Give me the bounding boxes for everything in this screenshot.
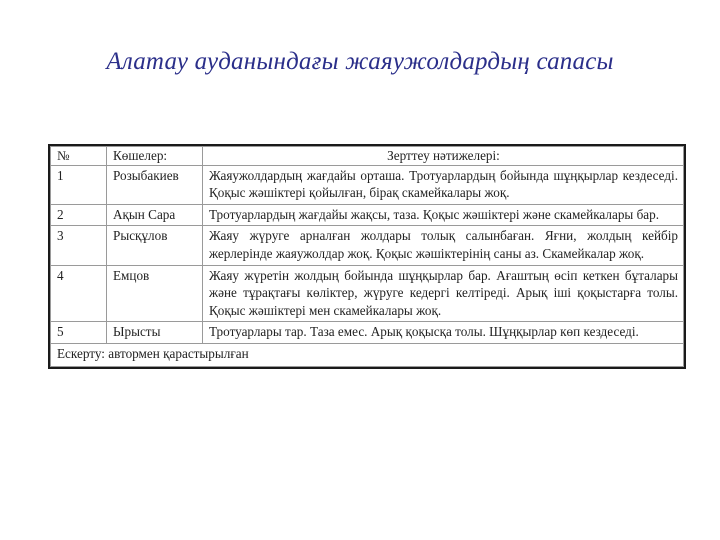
results-table — [50, 146, 684, 367]
slide-title: Алатау ауданындағы жаяужолдардың сапасы — [106, 48, 614, 75]
header-number: № — [51, 147, 107, 166]
table-row — [51, 204, 684, 226]
row-number: 4 — [51, 265, 107, 322]
row-result: Тротуарлардың жағдайы жақсы, таза. Қоқыс жәшіктері және скамейкалары бар. — [203, 204, 684, 226]
table-row — [51, 226, 684, 265]
header-results: Зерттеу нәтижелері: — [203, 147, 684, 166]
table-header-row — [51, 147, 684, 166]
table-row — [51, 165, 684, 204]
row-result: Тротуарлары тар. Таза емес. Арық қоқысқа толы. Шұңқырлар көп кездеседі. — [203, 322, 684, 344]
table-row — [51, 265, 684, 322]
row-number: 3 — [51, 226, 107, 265]
row-street: Емцов — [107, 265, 203, 322]
row-result: Жаяужолдардың жағдайы орташа. Тротуарлардың бойында шұңқырлар кездеседі. Қоқыс жәшіктері қойылған, бірақ скамейкалары жоқ. — [203, 165, 684, 204]
header-street: Көшелер: — [107, 147, 203, 166]
row-street: Ақын Сара — [107, 204, 203, 226]
row-number: 2 — [51, 204, 107, 226]
row-street: Розыбакиев — [107, 165, 203, 204]
row-number: 5 — [51, 322, 107, 344]
results-table-frame — [48, 144, 686, 369]
table-note: Ескерту: автормен қарастырылған — [51, 343, 684, 366]
row-result: Жаяу жүретін жолдың бойында шұңқырлар бар. Ағаштың өсіп кеткен бұталары және тұрақтағы көліктер, жүруге кедергі келтіреді. Арық іші қоқыстарға толы. Қоқыс жәшіктері мен скамейкалары жоқ. — [203, 265, 684, 322]
row-number: 1 — [51, 165, 107, 204]
row-result: Жаяу жүруге арналған жолдары толық салынбаған. Яғни, жолдың кейбір жерлерінде жаяужолдар жоқ. Қоқыс жәшіктерінің саны аз. Скамейкалар жоқ. — [203, 226, 684, 265]
table-note-row — [51, 343, 684, 366]
row-street: Рысқұлов — [107, 226, 203, 265]
table-row — [51, 322, 684, 344]
row-street: Ырысты — [107, 322, 203, 344]
